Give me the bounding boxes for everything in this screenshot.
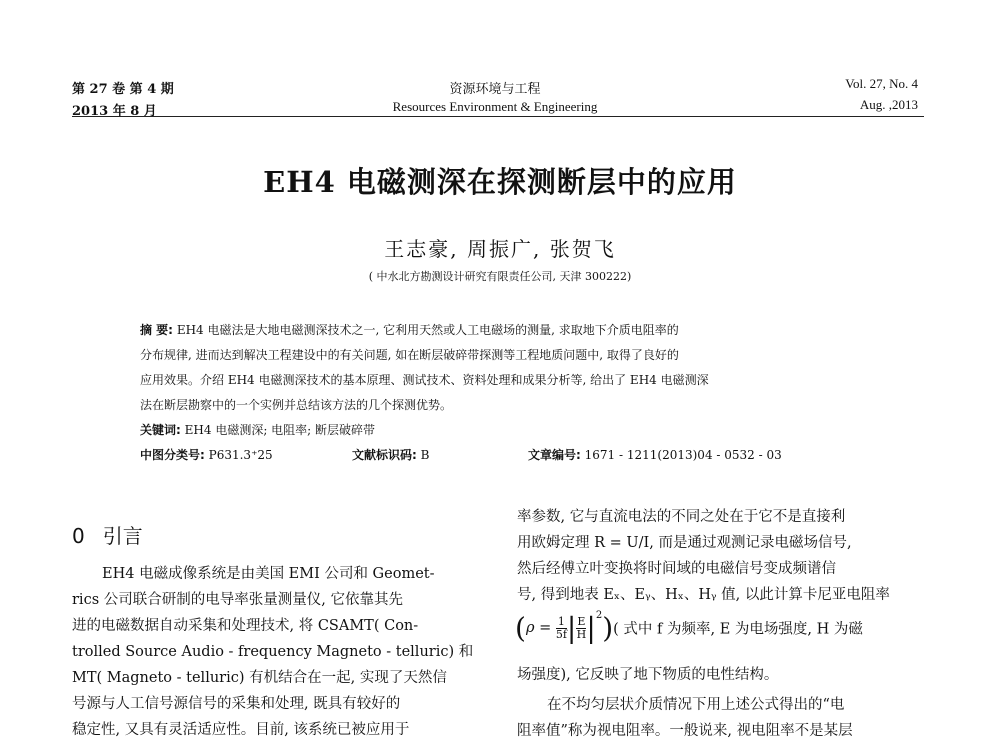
paper-title: EH4 电磁测深在探测断层中的应用 (263, 165, 737, 199)
formula-paren-close: ) (602, 611, 614, 645)
formula-exponent: 2 (595, 610, 603, 621)
article-value: 1671 - 1211(2013)04 - 0532 - 03 (584, 448, 782, 462)
keywords-line (140, 421, 860, 438)
right-para-line-3: 然后经傅立叶变换将时间域的电磁信号变成频谱信 (517, 561, 836, 577)
doc-value: B (420, 448, 430, 462)
formula-abs-open: | (566, 611, 577, 645)
section-heading (72, 520, 143, 549)
right-para-line-8: 阻率值”称为视电阻率。一般说来, 视电阻率不是某层 (517, 723, 853, 739)
formula-abs-close: | (586, 611, 596, 645)
right-para-line-4: 号, 得到地表 Eₓ、Eᵧ、Hₓ、Hᵧ 值, 以此计算卡尼亚电阻率 (517, 587, 890, 603)
header-rule (72, 116, 924, 117)
right-para-line-2: 用欧姆定理 R = U/I, 而是通过观测记录电磁场信号, (517, 535, 852, 551)
doc-label: 文献标识码: (352, 448, 417, 462)
left-para-line-6: 号源与人工信号源信号的采集和处理, 既具有较好的 (72, 696, 401, 712)
left-para-line-1: EH4 电磁成像系统是由美国 EMI 公司和 Geomet- (102, 566, 435, 582)
journal-date-en: Aug. ,2013 (859, 97, 918, 112)
formula-den-1: 5f (555, 627, 567, 641)
keywords-text: EH4 电磁测深; 电阻率; 断层破碎带 (184, 423, 376, 437)
abstract-text-1: EH4 电磁法是大地电磁测深技术之一, 它利用天然或人工电磁场的测量, 求取地下介质电阻率的 (176, 323, 679, 337)
journal-volume-cn: 第 27 卷 第 4 期 (72, 82, 174, 97)
left-para-line-3: 进的电磁数据自动采集和处理技术, 将 CSAMT( Con- (72, 618, 419, 634)
affiliation: ( 中水北方勘测设计研究有限责任公司, 天津 300222) (368, 270, 632, 283)
clc-number (140, 446, 273, 463)
formula-paren-open: ( (515, 611, 526, 645)
left-para-line-5: MT( Magneto - telluric) 有机结合在一起, 实现了天然信 (72, 670, 447, 686)
formula-tail: ( 式中 f 为频率, E 为电场强度, H 为磁 (613, 621, 863, 638)
article-label: 文章编号: (528, 448, 581, 462)
formula-den-2: H (576, 627, 587, 641)
formula-rho: ρ = (525, 620, 552, 636)
formula-fraction-2 (576, 616, 586, 641)
abstract-line-1 (140, 321, 860, 338)
section-number: 0 (72, 524, 85, 548)
doc-code (352, 446, 429, 463)
formula-num-1: 1 (556, 616, 567, 629)
clc-value: P631.3⁺25 (208, 448, 273, 462)
section-title: 引言 (102, 524, 143, 548)
right-para-line-1: 率参数, 它与直流电法的不同之处在于它不是直接利 (517, 509, 846, 525)
authors: 王志豪, 周振广, 张贺飞 (384, 237, 616, 261)
abstract-label: 摘 要: (140, 323, 173, 337)
left-para-line-4: trolled Source Audio - frequency Magneto - telluric) 和 (72, 644, 474, 660)
clc-label: 中图分类号: (140, 448, 205, 462)
formula-fraction-1 (556, 616, 567, 641)
right-para-line-6: 场强度), 它反映了地下物质的电性结构。 (517, 667, 779, 683)
journal-name-cn: 资源环境与工程 (449, 82, 541, 97)
abstract-line-3: 应用效果。介绍 EH4 电磁测深技术的基本原理、测试技术、资料处理和成果分析等, 给出了 EH4 电磁测深 (140, 373, 709, 387)
abstract-line-4: 法在断层勘察中的一个实例并总结该方法的几个探测优势。 (140, 398, 453, 412)
abstract-line-2: 分布规律, 进而达到解决工程建设中的有关问题, 如在断层破碎带探测等工程地质问题中, 取得了良好的 (140, 348, 679, 362)
right-para-line-7: 在不均匀层状介质情况下用上述公式得出的“电 (547, 697, 845, 713)
journal-name-en: Resources Environment & Engineering (392, 99, 598, 114)
journal-volume-en: Vol. 27, No. 4 (845, 76, 918, 91)
journal-date-cn: 2013 年 8 月 (72, 104, 157, 119)
keywords-label: 关键词: (140, 423, 181, 437)
formula-num-2: E (577, 614, 586, 628)
article-number (528, 446, 782, 463)
left-para-line-7: 稳定性, 又具有灵活适应性。目前, 该系统已被应用于 (72, 722, 410, 738)
formula-line (515, 610, 863, 650)
left-para-line-2: rics 公司联合研制的电导率张量测量仪, 它依靠其先 (72, 592, 403, 608)
